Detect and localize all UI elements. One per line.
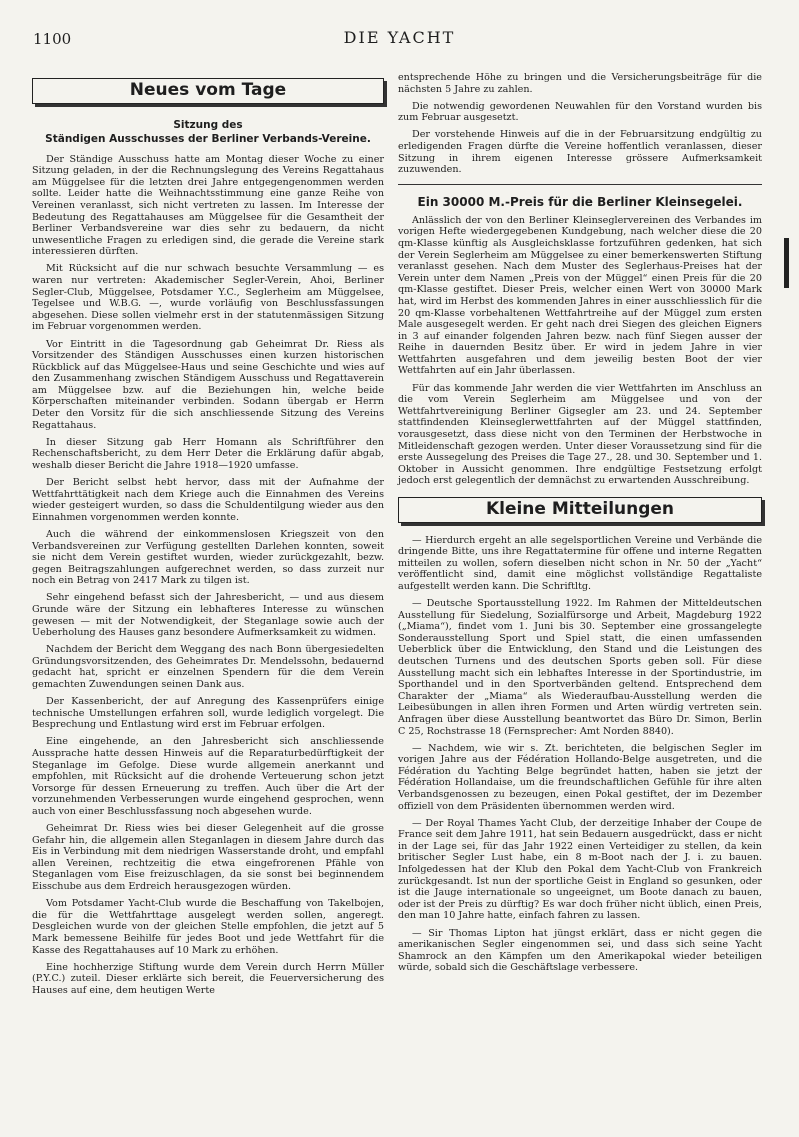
box-title-kleine-mitteilungen: Kleine Mitteilungen [398,497,762,523]
page-number: 1100 [33,30,72,48]
paragraph: Sehr eingehend befasst sich der Jahresbericht, — und aus diesem Grunde wäre der Sitzung ein lebhafteres Interesse zu wünschen gewesen — mit der Notwendigkeit, der Steganlage sowie auch der Ueberholung des Hauses ganz besondere Aufmerksamkeit zu widmen. [32,592,384,639]
margin-bar [784,238,789,288]
prize-title: Ein 30000 M.-Preis für die Berliner Kleinsegelei. [417,194,743,209]
paragraph: Für das kommende Jahr werden die vier Wettfahrten im Anschluss an die vom Verein Seglerheim am Müggelsee und von der Wettfahrtvereinigung Berliner Gigsegler am 23. und 24. September stattfindenden Kleinseglerwettfahrten auf der Müggel stattfinden, vorausgesetzt, dass diese nicht von den Terminen der Herbstwoche in Mitleidenschaft gezogen werden. Unter dieser Voraussetzung sind für die erste Aussegelung des Preises die Tage 27., 28. und 30. September und 1. Oktober in Aussicht genommen. Ihre endgültige Festsetzung erfolgt jedoch erst gelegentlich der demnächst zu erwartenden Ausschreibung. [398,382,762,487]
paragraph: Der Bericht selbst hebt hervor, dass mit der Aufnahme der Wettfahrttätigkeit nach dem Kriege auch die Einnahmen des Vereins wieder gesteigert wurden, so dass die Schuldentilgung wieder aus den Einnahmen vorgenommen werden konnte. [32,477,384,523]
note: — Hierdurch ergeht an alle segelsportlichen Vereine und Verbände die dringende Bitte, uns ihre Regattatermine für offene und interne Regatten mitteilen zu wollen, sofern dieselben nicht schon in Nr. 50 der „Yacht“ veröffentlicht sind, damit eine möglichst vollständige Regattaliste aufgestellt werden kann. Die Schriftltg. [398,534,762,592]
running-title: DIE YACHT [343,28,456,47]
note: — Nachdem, wie wir s. Zt. berichteten, die belgischen Segler im vorigen Jahre aus der Fédération Hollando-Belge ausgetreten, und die Fédération du Yachting Belge begründet hatten, haben sie jetzt der Fédération Hollandaise, um die freundschaftlichen Gefühle für ihre alten Verbandsgenossen zu bezeugen, einen Pokal gestiftet, der im Dezember offiziell von dem Präsidenten übernommen werden wird. [398,742,762,812]
paragraph: Der Ständige Ausschuss hatte am Montag dieser Woche zu einer Sitzung geladen, in der die Rechnungslegung des Vereins Regattahaus am Müggelsee für die letzten drei Jahre entgegengenommen werden sollte. Leider hatte die Weihnachtsstimmung eine ganze Reihe von Vereinen veranlasst, sich nicht vertreten zu lassen. Im Interesse der Bedeutung des Regattahauses am Müggelsee für die Gesamtheit der Berliner Verbandsvereine war dies sehr zu bedauern, da nicht unwesentliche Fragen zu erledigen sind, die gerade die Vereine stark interessieren dürften. [32,153,384,258]
paragraph: Geheimrat Dr. Riess wies bei dieser Gelegenheit auf die grosse Gefahr hin, die allgemein allen Steganlagen in diesem Jahre durch das Eis in Verbindung mit dem niedrigen Wasserstande droht, und empfahl allen Vereinen, rechtzeitig die etwa eingefrorenen Pfähle von Steganlagen vom Eise freizuschlagen, da sie sonst bei beginnendem Eisschube aus dem Erdreich herausgezogen würden. [32,823,384,893]
right-column [398,72,762,979]
paragraph: Nachdem der Bericht dem Weggang des nach Bonn übergesiedelten Gründungsvorsitzenden, des Geheimrates Dr. Mendelssohn, bedauernd gedacht hat, spricht er einzelnen Spendern für die dem Verein gemachten Zuwendungen seinen Dank aus. [32,644,384,691]
note: — Deutsche Sportausstellung 1922. Im Rahmen der Mitteldeutschen Ausstellung für Siedelung, Sozialfürsorge und Arbeit, Magdeburg 1922 („Miama“), findet vom 1. Juni bis 30. September eine grossangelegte Sonderausstellung Sport und Spiel statt, die einen umfassenden Ueberblick über die Entwicklung, den Stand und die Leistungen des deutschen Turnens und des deutschen Sports geben soll. Für diese Ausstellung macht sich ein lebhaftes Interesse in der Sportindustrie, im Sporthandel und in den Sportverbänden geltend. Entsprechend dem Charakter der „Miama“ als Wiederaufbau-Ausstellung werden die Leibesübungen in allen ihren Formen und Arten würdig vertreten sein. Anfragen über diese Ausstellung beantwortet das Büro Dr. Simon, Berlin C 25, Rochstrasse 18 (Fernsprecher: Amt Norden 8840). [398,597,762,737]
paragraph: Eine eingehende, an den Jahresbericht sich anschliessende Aussprache hatte dessen Hinweis auf die Reparaturbedürftigkeit der Steganlage im Gefolge. Diese wurde allgemein anerkannt und empfohlen, mit Rücksicht auf die drohende Verteuerung schon jetzt Vorsorge für dessen Erneuerung zu treffen. Auch über die Art der vorzunehmenden Verbesserungen wurde eingehend gesprochen, wenn auch von einer Beschlussfassung noch abgesehen wurde. [32,736,384,817]
paragraph: Mit Rücksicht auf die nur schwach besuchte Versammlung — es waren nur vertreten: Akademischer Segler-Verein, Ahoi, Berliner Segler-Club, Müggelsee, Potsdamer Y.C., Seglerheim am Müggelsee, Tegelsee und W.B.G. —, wurde vorläufig von Beschlussfassungen abgesehen. Diese sollen vielmehr erst in der statutenmässigen Sitzung im Februar vorgenommen werden. [32,263,384,333]
paragraph: Die notwendig gewordenen Neuwahlen für den Vorstand wurden bis zum Februar ausgesetzt. [398,100,762,124]
paragraph: Eine hochherzige Stiftung wurde dem Verein durch Herrn Müller (P.Y.C.) zuteil. Dieser erklärte sich bereit, die Feuerversicherung des Hauses auf eine, dem heutigen Werte [32,961,384,996]
note: — Sir Thomas Lipton hat jüngst erklärt, dass er nicht gegen die amerikanischen Segler eingenommen sei, und dass sich seine Yacht Shamrock an den Kämpfen um den Amerikapokal wieder beteiligen würde, sobald sich die Geschäftslage verbessere. [398,927,762,974]
paragraph: entsprechende Höhe zu bringen und die Versicherungsbeiträge für die nächsten 5 Jahre zu zahlen. [398,72,762,95]
left-column [32,70,384,1002]
paragraph: Vom Potsdamer Yacht-Club wurde die Beschaffung von Takelbojen, die für die Wettfahrttage ausgelegt werden sollen, angeregt. Desgleichen wurde von der gleichen Stelle empfohlen, die jetzt auf 5 Mark bemessene Beihilfe für jedes Boot und jede Wettfahrt für die Kasse des Regattahauses auf 10 Mark zu erhöhen. [32,898,384,956]
note: — Der Royal Thames Yacht Club, der derzeitige Inhaber der Coupe de France seit dem Jahre 1911, hat sein Bedauern ausgedrückt, dass er nicht in der Lage sei, für das Jahr 1922 einen Verteidiger zu stellen, da kein britischer Segler Lust habe, ein 8 m-Boot nach der J. i. zu bauen. Infolgedessen hat der Klub den Pokal dem Yacht-Club von Frankreich zurückgesandt. Ist nun der sportliche Geist in England so gesunken, oder ist die Jauge internationale so ungeeignet, um Boote danach zu bauen, oder ist der Preis zu dürftig? Es war doch früher nicht üblich, einen Preis, den man 10 Jahre hatte, einfach fahren zu lassen. [398,817,762,922]
paragraph: Der vorstehende Hinweis auf die in der Februarsitzung endgültig zu erledigenden Fragen dürfte die Vereine hoffentlich veranlassen, dieser Sitzung in ihrem eigenen Interesse grössere Aufmerksamkeit zuzuwenden. [398,129,762,176]
section-divider [398,184,762,185]
paragraph: Der Kassenbericht, der auf Anregung des Kassenprüfers einige technische Umstellungen erfahren soll, wurde lediglich vorgelegt. Die Besprechung und Entlastung wird erst im Februar erfolgen. [32,696,384,731]
article-title-line-2: Ständigen Ausschusses der Berliner Verbands-Vereine. [45,132,371,145]
paragraph: In dieser Sitzung gab Herr Homann als Schriftführer den Rechenschaftsbericht, zu dem Herr Deter die Erklärung dafür abgab, weshalb dieser Bericht die Jahre 1918—1920 umfasse. [32,436,384,471]
paragraph: Anlässlich der von den Berliner Kleinseglervereinen des Verbandes im vorigen Hefte wiedergegebenen Kundgebung, nach welcher diese die 20 qm-Klasse künftig als Ausgleichsklasse fortzuführen gedenken, hat sich der Verein Seglerheim am Müggelsee zu einer bemerkenswerten Stiftung veranlasst gesehen. Nach dem Muster des Seglerhaus-Preises hat der Verein unter dem Namen „Preis von der Müggel“ einen Preis für die 20 qm-Klasse gestiftet. Dieser Preis, welcher einen Wert von 30000 Mark hat, wird im Herbst des kommenden Jahres in einer ausschliesslich für die 20 qm-Klasse vorbehaltenen Wettfahrtreihe auf der Müggel zum ersten Male ausgesegelt werden. Er geht nach drei Siegen des gleichen Eigners in 3 auf einander folgenden Jahren bezw. nach fünf Siegen ausser der Reihe in dauernden Besitz über. Er wird in jedem Jahre in vier Wettfahrten ausgefahren und dem jeweilig besten Boot der vier Wettfahrten auf ein Jahr überlassen. [398,214,762,377]
article-title [32,118,384,146]
box-title-neues-vom-tage: Neues vom Tage [32,78,384,104]
paragraph: Vor Eintritt in die Tagesordnung gab Geheimrat Dr. Riess als Vorsitzender des Ständigen Ausschusses einen kurzen historischen Rückblick auf das Müggelsee-Haus und seine Geschichte und wies auf den Zusammenhang zwischen Ständigem Ausschuss und Regattaverein am Müggelsee bzw. auf die Beziehungen hin, welche beide Körperschaften miteinander verbinden. Sodann übergab er Herrn Deter den Vorsitz für die sich anschliessende Sitzung des Vereins Regattahaus. [32,338,384,431]
article-title-line-1: Sitzung des [173,118,243,131]
paragraph: Auch die während der einkommenslosen Kriegszeit von den Verbandsvereinen zur Verfügung gestellten Darlehen konnten, soweit sie nicht dem Verein gestiftet wurden, wieder zurückgezahlt, bezw. gegen Beitragszahlungen aufgerechnet werden, so dass zurzeit nur noch ein Betrag von 2417 Mark zu tilgen ist. [32,528,384,587]
